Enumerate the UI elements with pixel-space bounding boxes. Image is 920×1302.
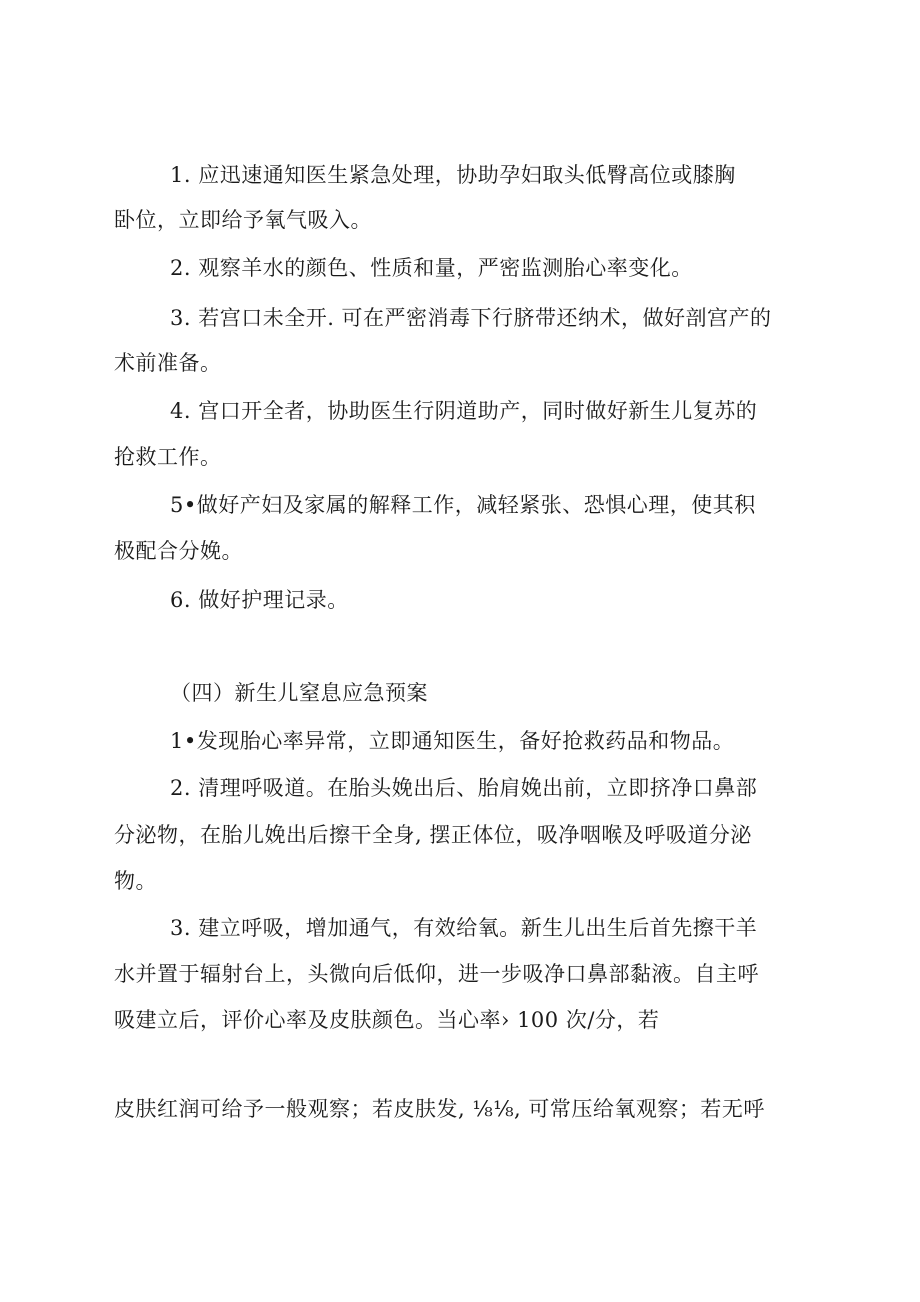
item-3-line-1: 3. 建立呼吸，增加通气，有效给氧。新生儿出生后首先擦干羊	[170, 916, 758, 940]
section-heading: （四）新生儿窒息应急预案	[170, 681, 428, 705]
item-2-line-1: 2. 清理呼吸道。在胎头娩出后、胎肩娩出前，立即挤净口鼻部	[170, 776, 758, 800]
paragraph-5-line-1: 5•做好产妇及家属的解释工作，减轻紧张、恐惧心理，使其积	[170, 493, 756, 517]
item-3-line-3: 吸建立后，评价心率及皮肤颜色。当心率› 100 次/分，若	[114, 1008, 660, 1032]
item-2-line-3: 物。	[114, 869, 157, 893]
paragraph-6-line-1: 6. 做好护理记录。	[170, 588, 349, 612]
paragraph-4-line-2: 抢救工作。	[114, 445, 222, 469]
paragraph-3-line-2: 术前准备。	[114, 351, 222, 375]
paragraph-5-line-2: 极配合分娩。	[114, 539, 243, 563]
paragraph-4-line-1: 4. 宫口开全者，协助医生行阴道助产，同时做好新生儿复苏的	[170, 399, 758, 423]
paragraph-3-line-1: 3. 若宫口未全开. 可在严密消毒下行脐带还纳术，做好剖宫产的	[170, 306, 772, 330]
paragraph-1-line-1: 1. 应迅速通知医生紧急处理，协助孕妇取头低臀高位或膝胸	[170, 163, 736, 187]
item-2-line-2: 分泌物，在胎儿娩出后擦干全身, 摆正体位，吸净咽喉及呼吸道分泌	[114, 823, 752, 847]
item-1-line-1: 1•发现胎心率异常，立即通知医生，备好抢救药品和物品。	[170, 729, 735, 753]
paragraph-1-line-2: 卧位，立即给予氧气吸入。	[114, 208, 372, 232]
paragraph-2-line-1: 2. 观察羊水的颜色、性质和量，严密监测胎心率变化。	[170, 256, 693, 280]
item-3-line-2: 水并置于辐射台上，头微向后低仰，进一步吸净口鼻部黏液。自主呼	[114, 962, 759, 986]
item-3-line-4: 皮肤红润可给予一般观察；若皮肤发, ⅛⅛, 可常压给氧观察；若无呼	[114, 1097, 765, 1121]
